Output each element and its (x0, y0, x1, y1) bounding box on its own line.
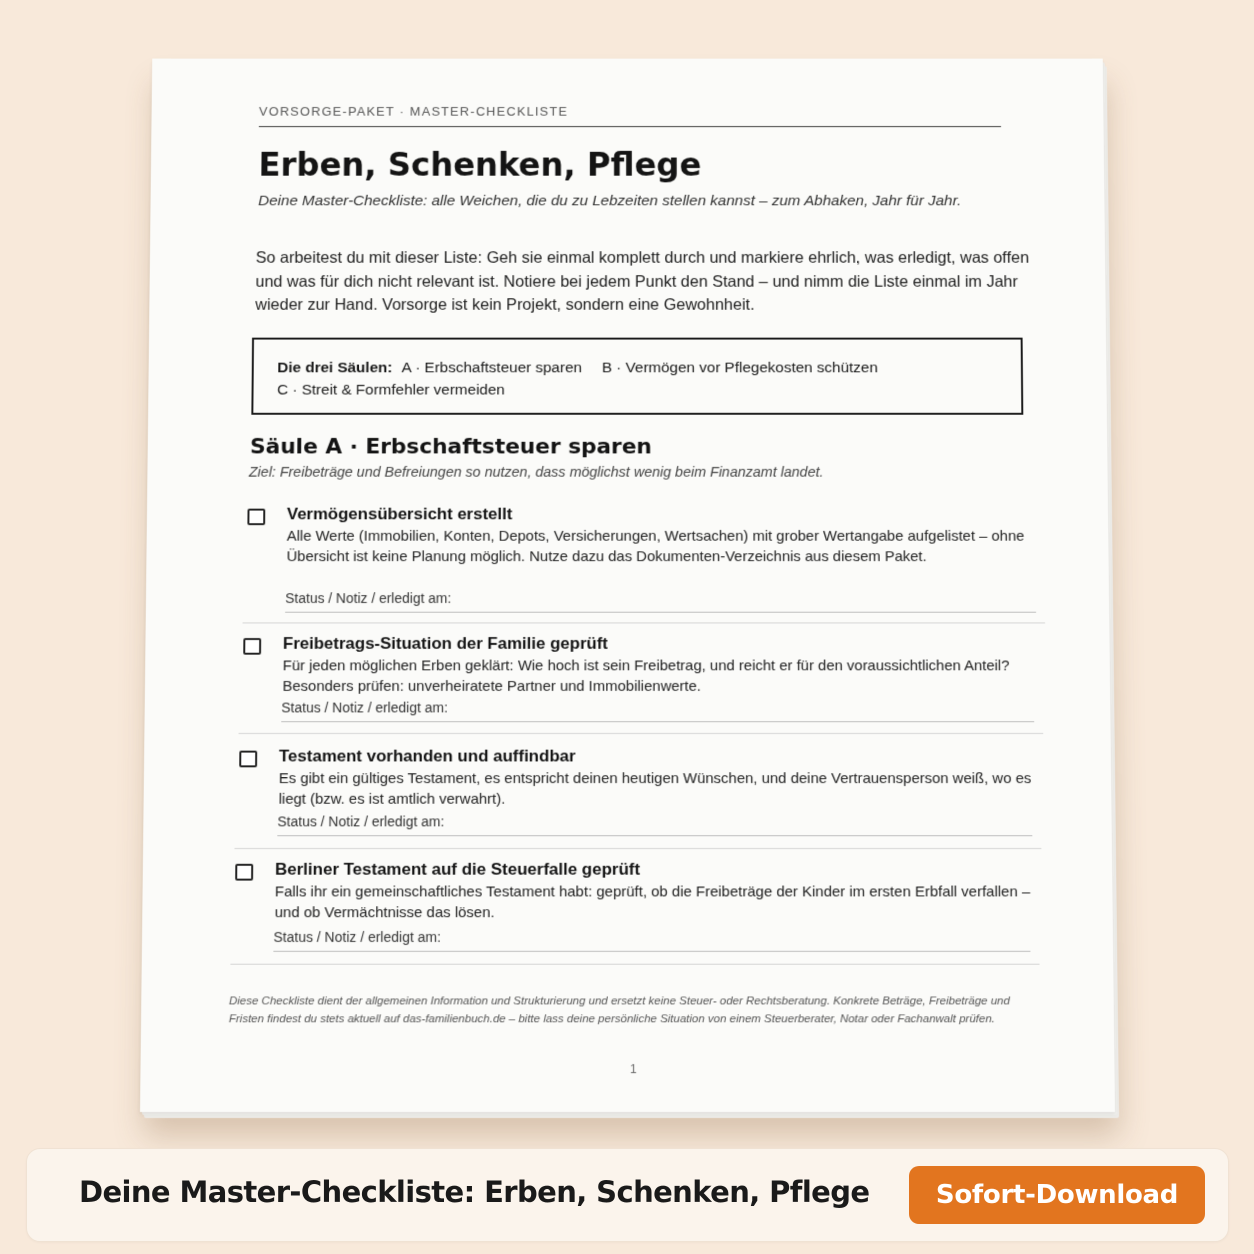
intro-paragraph: So arbeitest du mit dieser Liste: Geh sie einmal komplett durch und markiere ehrlich, was erledigt, was offen und was für dich nicht relevant ist. Notiere bei jedem Punkt den Stand – und nimm die Liste einmal im Jahr wieder zur Hand. Vorsorge ist kein Projekt, sondern eine Gewohnheit. (255, 249, 1030, 314)
item-checkbox[interactable] (235, 864, 253, 881)
item-title: Testament vorhanden und auffindbar (278, 746, 576, 766)
item-separator (243, 622, 1046, 623)
pillar-a: A · Erbschaftsteuer sparen (401, 359, 582, 377)
item-status-line[interactable]: Status / Notiz / erledigt am: (281, 700, 1034, 723)
item-description: Für jeden möglichen Erben geklärt: Wie hoch ist sein Freibetrag, und reicht er für den voraussichtlichen Anteil? Besonders prüfen: unverheiratete Partner und Immobilienwerte. (282, 657, 1010, 695)
checklist-document (140, 59, 1115, 1112)
item-description: Es gibt ein gültiges Testament, es entspricht deinen heutigen Wünschen, und deine Vertrauensperson weiß, wo es liegt (bzw. es ist amtlich verwahrt). (278, 770, 1032, 808)
page-number: 1 (629, 1062, 637, 1077)
item-separator (234, 848, 1041, 849)
item-status-line[interactable]: Status / Notiz / erledigt am: (277, 814, 1032, 837)
download-button[interactable]: Sofort-Download (909, 1166, 1205, 1224)
item-separator (239, 733, 1044, 734)
footer-bar (26, 1148, 1229, 1242)
pillar-b: B · Vermögen vor Pflegekosten schützen (601, 359, 878, 377)
item-status-line[interactable]: Status / Notiz / erledigt am: (273, 929, 1030, 952)
item-separator (230, 964, 1039, 965)
item-description: Falls ihr ein gemeinschaftliches Testament habt: geprüft, ob die Freibeträge der Kinder im ersten Erbfall verfallen – und ob Vermächtnisse das lösen. (274, 883, 1031, 922)
item-title: Vermögensübersicht erstellt (286, 504, 513, 524)
document-subtitle: Deine Master-Checkliste: alle Weichen, die du zu Lebzeiten stellen kannst – zum Abhaken, Jahr für Jahr. (258, 192, 962, 210)
footer-title: Deine Master-Checkliste: Erben, Schenken, Pflege (79, 1175, 870, 1209)
item-status-line[interactable]: Status / Notiz / erledigt am: (285, 590, 1036, 612)
pillars-label: Die drei Säulen: (277, 359, 393, 377)
item-checkbox[interactable] (247, 509, 265, 525)
item-description: Alle Werte (Immobilien, Konten, Depots, Versicherungen, Wertsachen) mit grober Wertangabe aufgelistet – ohne Übersicht ist keine Planung möglich. Nutze dazu das Dokumenten-Verzeichnis aus diesem Paket. (286, 528, 1025, 565)
document-title: Erben, Schenken, Pflege (258, 146, 702, 184)
item-checkbox[interactable] (239, 751, 257, 768)
item-title: Freibetrags-Situation der Familie geprüft (282, 634, 608, 653)
pillars-box (251, 338, 1023, 415)
section-goal: Ziel: Freibeträge und Befreiungen so nutzen, dass möglichst wenig beim Finanzamt landet. (248, 465, 824, 481)
document-page (140, 59, 1115, 1112)
pillar-c: C · Streit & Formfehler vermeiden (277, 381, 505, 399)
item-checkbox[interactable] (243, 638, 261, 655)
section-title: Säule A · Erbschaftsteuer sparen (249, 435, 652, 460)
disclaimer: Diese Checkliste dient der allgemeinen Information und Strukturierung und ersetzt keine Steuer- oder Rechtsberatung. Konkrete Beträge, Freibeträge und Fristen findest du stets aktuell auf das-familienbuch.de – bitte lass deine persönliche Situation von einem Steuerberater, Notar oder Fachanwalt prüfen. (228, 995, 1010, 1026)
item-title: Berliner Testament auf die Steuerfalle geprüft (274, 859, 641, 879)
document-kicker: VORSORGE-PAKET · MASTER-CHECKLISTE (259, 104, 1001, 127)
